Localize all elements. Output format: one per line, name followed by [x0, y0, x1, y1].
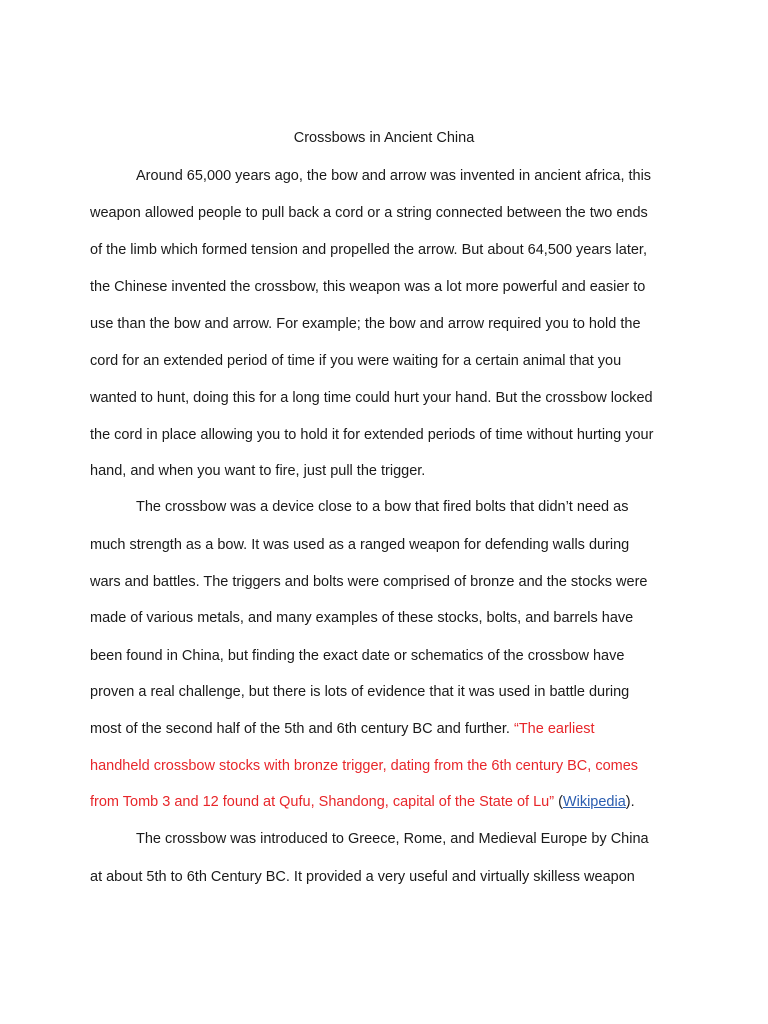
- paragraph-line: The crossbow was a device close to a bow that fired bolts that didn’t need as: [136, 499, 629, 515]
- paragraph-line: the cord in place allowing you to hold it for extended periods of time without hurting your: [90, 427, 654, 443]
- paragraph-line: made of various metals, and many examples of these stocks, bolts, and barrels have: [90, 610, 634, 626]
- paragraph-line: use than the bow and arrow. For example; the bow and arrow required you to hold the: [90, 316, 641, 332]
- paragraph-line: wars and battles. The triggers and bolts were comprised of bronze and the stocks were: [90, 574, 648, 590]
- paragraph-line-with-quote: [90, 720, 680, 738]
- citation-close: ).: [625, 794, 635, 810]
- paragraph-text: most of the second half of the 5th and 6th century BC and further.: [90, 721, 514, 737]
- paragraph-line: cord for an extended period of time if you were waiting for a certain animal that you: [90, 353, 622, 369]
- paragraph-line: weapon allowed people to pull back a cord or a string connected between the two ends: [90, 205, 648, 221]
- paragraph-line: hand, and when you want to fire, just pull the trigger.: [90, 463, 426, 479]
- quote-line: handheld crossbow stocks with bronze trigger, dating from the 6th century BC, comes: [90, 758, 639, 774]
- paragraph-line: been found in China, but finding the exact date or schematics of the crossbow have: [90, 648, 625, 664]
- paragraph-line: wanted to hunt, doing this for a long time could hurt your hand. But the crossbow locked: [90, 390, 653, 406]
- paragraph-line: of the limb which formed tension and propelled the arrow. But about 64,500 years later,: [90, 242, 647, 258]
- wikipedia-link[interactable]: Wikipedia: [562, 794, 626, 810]
- paragraph-line: the Chinese invented the crossbow, this weapon was a lot more powerful and easier to: [90, 279, 646, 295]
- paragraph-line: Around 65,000 years ago, the bow and arrow was invented in ancient africa, this: [136, 168, 652, 184]
- paragraph-line: proven a real challenge, but there is lots of evidence that it was used in battle during: [90, 684, 630, 700]
- quote-line-with-citation: [90, 793, 680, 811]
- quote-text: “The earliest: [513, 721, 595, 737]
- document-title: Crossbows in Ancient China: [293, 130, 475, 146]
- paragraph-line: at about 5th to 6th Century BC. It provided a very useful and virtually skilless weapon: [90, 869, 635, 885]
- citation-open: (: [554, 794, 563, 810]
- paragraph-line: much strength as a bow. It was used as a ranged weapon for defending walls during: [90, 537, 630, 553]
- quote-text: from Tomb 3 and 12 found at Qufu, Shandong, capital of the State of Lu”: [90, 794, 555, 810]
- paragraph-line: The crossbow was introduced to Greece, Rome, and Medieval Europe by China: [136, 831, 649, 847]
